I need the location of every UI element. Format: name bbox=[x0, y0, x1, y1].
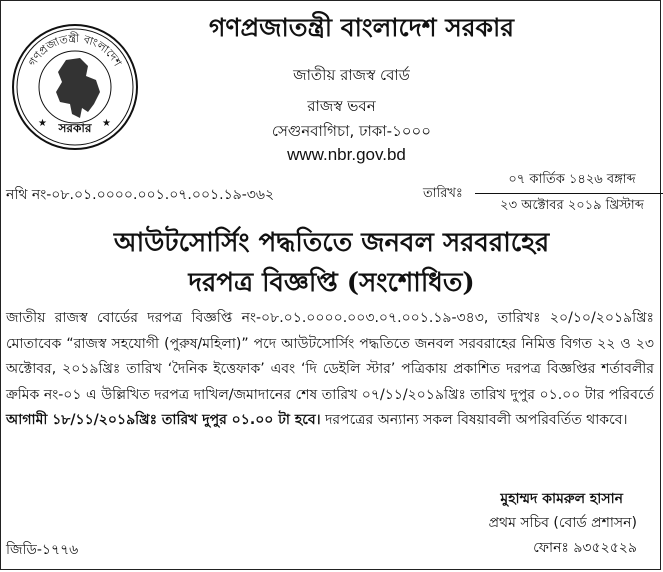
memo-number: নথি নং-০৮.০১.০০০০.০০১.০৭.০০১.১৯-৩৬২ bbox=[6, 187, 275, 203]
body-text: জাতীয় রাজস্ব বোর্ডের দরপত্র বিজ্ঞপ্তি নং-০৮.০১.০০০০.০০৩.০৭.০০১.১৯-৩৪৩, তারিখঃ ২০/১০/২০১৯খ্রিঃ মোতাবেক “রাজস্ব সহযোগী (পুরুষ/মহিলা)” পদে আউটসোর্সিং পদ্ধতিতে জনবল সরবরাহের নিমিত্ত বিগত ২২ ও ২৩ অক্টোবর, ২০১৯খ্রিঃ তারিখ ‘দৈনিক ইত্তেফাক’ এবং ‘দি ডেইলি স্টার’ পত্রিকায় প্রকাশিত দরপত্র বিজ্ঞপ্তির শর্তাবলীর ক্রমিক নং-০১ এ উল্লিখিত দরপত্র দাখিল/জমাদানের শেষ তারিখ ০৭/১১/২০১৯খ্রিঃ তারিখ দুপুর ০১.০০ টার পরিবর্তে bbox=[6, 310, 654, 403]
organization-name: জাতীয় রাজস্ব বোর্ড bbox=[293, 66, 410, 84]
gd-number: জিডি-১৭৭৬ bbox=[6, 542, 79, 558]
notice-body bbox=[6, 306, 654, 434]
address: সেগুনবাগিচা, ঢাকা-১০০০ bbox=[271, 122, 432, 140]
body-tail-text: দরপত্রের অন্যান্য সকল বিষয়াবলী অপরিবর্তিত থাকবে। bbox=[320, 412, 628, 429]
seal-top-text: গণপ্রজাতন্ত্রী বাংলাদেশ bbox=[25, 31, 125, 69]
notice-title-line2: দরপত্র বিজ্ঞপ্তি (সংশোধিত) bbox=[188, 268, 475, 298]
government-title: গণপ্রজাতন্ত্রী বাংলাদেশ সরকার bbox=[209, 13, 514, 42]
signatory-designation: প্রথম সচিব (বোর্ড প্রশাসন) bbox=[488, 515, 637, 531]
date-bangla: ০৭ কার্তিক ১৪২৬ বঙ্গাব্দ bbox=[475, 170, 663, 194]
svg-text:★: ★ bbox=[102, 118, 111, 129]
body-bold-text: আগামী ১৮/১১/২০১৯খ্রিঃ তারিখ দুপুর ০১.০০ টা হবে। bbox=[6, 412, 321, 429]
seal-bottom-text: সরকার bbox=[58, 121, 92, 135]
date-label: তারিখঃ bbox=[423, 186, 463, 201]
notice-title-line1: আউটসোর্সিং পদ্ধতিতে জনবল সরবরাহের bbox=[113, 228, 550, 258]
svg-text:★: ★ bbox=[38, 118, 47, 129]
date-english: ২৩ অক্টোবর ২০১৯ খ্রিস্টাব্দ bbox=[500, 198, 644, 213]
signatory-name: মুহাম্মদ কামরুল হাসান bbox=[500, 491, 623, 507]
signatory-phone: ফোনঃ ৯৩৫২৫২৯ bbox=[533, 540, 637, 556]
building-name: রাজস্ব ভবন bbox=[307, 97, 376, 115]
website-link[interactable]: www.nbr.gov.bd bbox=[287, 145, 406, 164]
